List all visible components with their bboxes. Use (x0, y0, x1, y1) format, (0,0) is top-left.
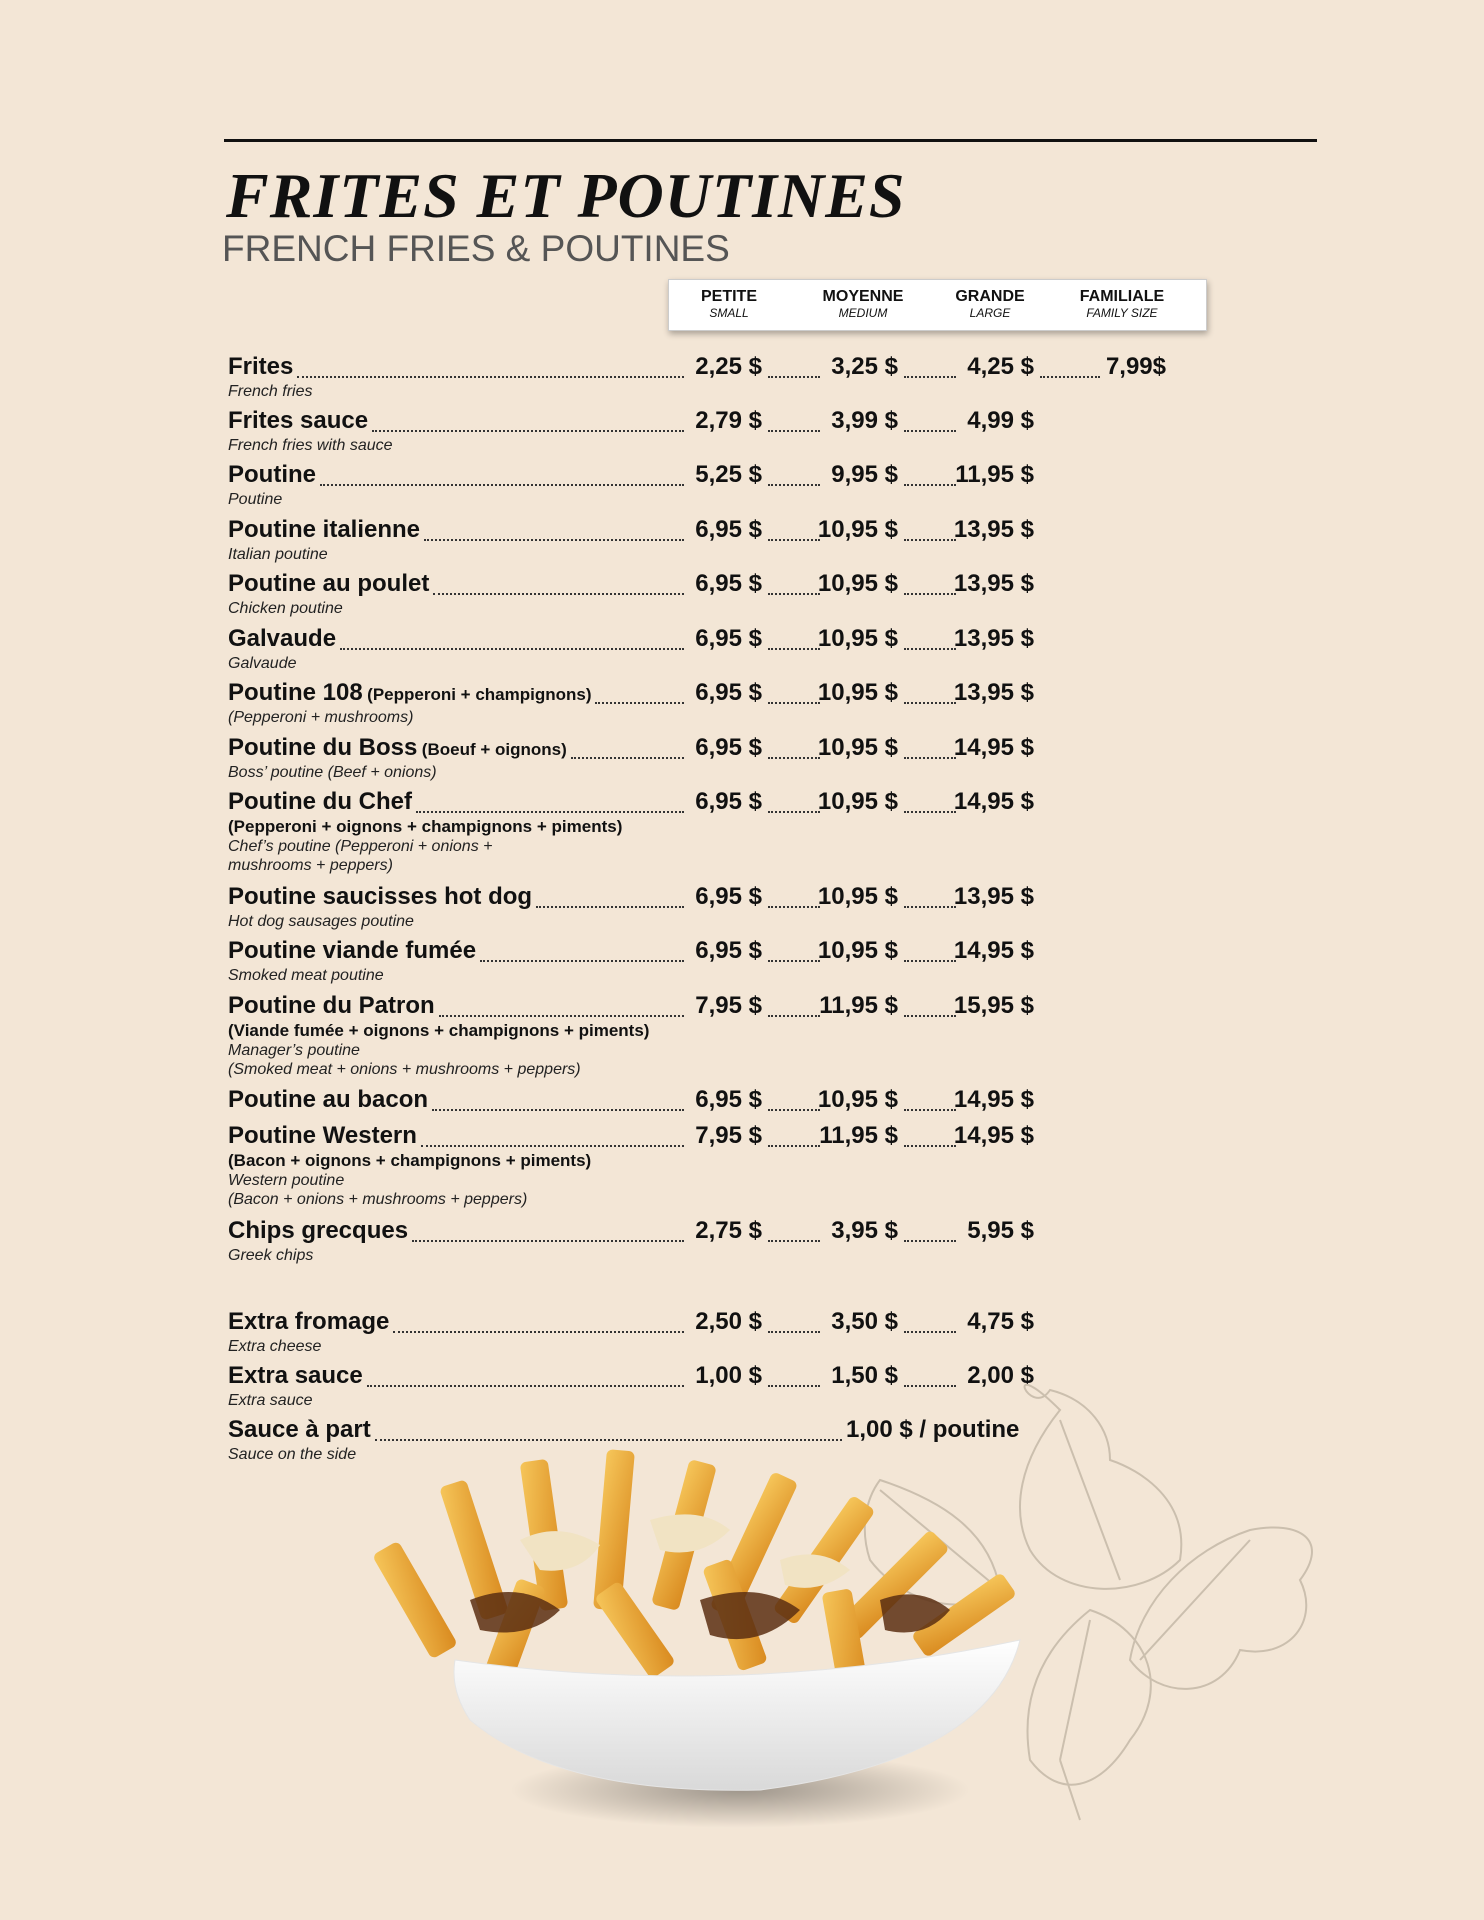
item-name: Extra sauce (228, 1362, 363, 1389)
item-name: Poutine Western (228, 1122, 417, 1149)
item-description-en: Boss’ poutine (Beef + onions) (228, 764, 437, 781)
item-description-en: Extra sauce (228, 1392, 313, 1409)
item-description-en: Poutine (228, 491, 283, 508)
item-name: Chips grecques (228, 1217, 409, 1244)
item-price: 1,00 $ (695, 1362, 762, 1389)
item-price: 6,95 $ (695, 570, 762, 597)
item-price: 3,99 $ (831, 407, 898, 434)
size-label: GRANDE (955, 288, 1025, 305)
size-label-en: FAMILY SIZE (1086, 306, 1158, 320)
item-price: 14,95 $ (953, 788, 1034, 815)
size-label-en: LARGE (969, 306, 1011, 320)
size-label-en: SMALL (709, 306, 749, 320)
item-price: 6,95 $ (695, 937, 762, 964)
item-price: 13,95 $ (953, 570, 1034, 597)
item-description-en: French fries (228, 383, 313, 400)
item-name: Poutine saucisses hot dog (228, 883, 533, 910)
item-price: 6,95 $ (695, 516, 762, 543)
size-label: PETITE (700, 288, 757, 305)
item-name-note: (Pepperoni + champignons) (367, 685, 592, 704)
fries (372, 1449, 1017, 1692)
item-price: 15,95 $ (953, 992, 1034, 1019)
page-title: FRITES ET POUTINES (226, 160, 906, 231)
item-description-en: Galvaude (228, 655, 297, 672)
item-price: 10,95 $ (817, 734, 898, 761)
item-price: 6,95 $ (695, 883, 762, 910)
item-price: 6,95 $ (695, 679, 762, 706)
item-price: 5,95 $ (967, 1217, 1034, 1244)
item-name: Poutine du Patron (228, 992, 435, 1019)
item-description-en: Smoked meat poutine (228, 967, 384, 984)
item-price: 10,95 $ (817, 570, 898, 597)
item-price: 5,25 $ (695, 461, 762, 488)
item-price: 3,50 $ (831, 1308, 898, 1335)
item-description-fr: (Viande fumée + oignons + champignons + piments) (228, 1021, 650, 1040)
item-name: Galvaude (228, 625, 337, 652)
item-price: 14,95 $ (953, 937, 1034, 964)
item-price: 3,25 $ (831, 353, 898, 380)
item-price: 10,95 $ (817, 883, 898, 910)
item-name: Poutine (228, 461, 316, 488)
item-price: 9,95 $ (831, 461, 898, 488)
page-subtitle: FRENCH FRIES & POUTINES (222, 228, 730, 269)
item-price: 13,95 $ (953, 516, 1034, 543)
item-description-en: French fries with sauce (228, 437, 393, 454)
item-description-en: Greek chips (228, 1247, 314, 1264)
item-price: 4,99 $ (967, 407, 1034, 434)
item-price: 10,95 $ (817, 679, 898, 706)
item-price: 10,95 $ (817, 937, 898, 964)
item-description-en: Hot dog sausages poutine (228, 913, 414, 930)
item-name: Poutine au poulet (228, 570, 430, 597)
size-label-en: MEDIUM (838, 306, 888, 320)
item-price: 14,95 $ (953, 734, 1034, 761)
item-description-en: Western poutine (228, 1172, 345, 1189)
item-price: 6,95 $ (695, 734, 762, 761)
item-description-en: Italian poutine (228, 546, 328, 563)
item-description-en: (Pepperoni + mushrooms) (228, 709, 414, 726)
item-price: 2,00 $ (967, 1362, 1034, 1389)
item-price-special: 1,00 $ / poutine (846, 1416, 1020, 1443)
item-price: 2,75 $ (695, 1217, 762, 1244)
item-price: 2,50 $ (695, 1308, 762, 1335)
item-name: Poutine italienne (228, 516, 421, 543)
item-price: 1,50 $ (831, 1362, 898, 1389)
item-name: Poutine du Boss (228, 734, 418, 761)
item-description-fr: (Bacon + oignons + champignons + piments) (228, 1151, 592, 1170)
item-name: Poutine au bacon (228, 1086, 429, 1113)
item-name: Frites (228, 353, 294, 380)
item-price: 7,95 $ (695, 992, 762, 1019)
item-name: Sauce à part (228, 1416, 371, 1443)
item-name-note: (Boeuf + oignons) (421, 740, 567, 759)
item-description-en: (Smoked meat + onions + mushrooms + peppers) (228, 1061, 581, 1078)
item-description-en: (Bacon + onions + mushrooms + peppers) (228, 1191, 528, 1208)
item-price: 6,95 $ (695, 788, 762, 815)
item-price: 14,95 $ (953, 1122, 1034, 1149)
item-price: 4,25 $ (967, 353, 1034, 380)
item-description-en: Chef’s poutine (Pepperoni + onions + (228, 838, 493, 855)
item-price: 10,95 $ (817, 516, 898, 543)
item-price: 4,75 $ (967, 1308, 1034, 1335)
size-label: FAMILIALE (1079, 288, 1165, 305)
size-label: MOYENNE (822, 288, 904, 305)
item-price: 6,95 $ (695, 625, 762, 652)
item-price: 11,95 $ (819, 992, 898, 1019)
item-description-en: Manager’s poutine (228, 1042, 360, 1059)
item-price: 13,95 $ (953, 679, 1034, 706)
item-price: 2,79 $ (695, 407, 762, 434)
item-name: Extra fromage (228, 1308, 390, 1335)
item-name: Poutine du Chef (228, 788, 412, 815)
item-price: 10,95 $ (817, 1086, 898, 1113)
item-description-en: mushrooms + peppers) (228, 857, 393, 874)
item-description-en: Sauce on the side (228, 1446, 357, 1463)
item-price: 2,25 $ (695, 353, 762, 380)
item-name: Poutine 108 (228, 679, 363, 706)
item-description-fr: (Pepperoni + oignons + champignons + piments) (228, 817, 623, 836)
item-price: 11,95 $ (955, 461, 1034, 488)
item-price: 14,95 $ (953, 1086, 1034, 1113)
item-price: 11,95 $ (819, 1122, 898, 1149)
item-price: 6,95 $ (695, 1086, 762, 1113)
item-price: 7,95 $ (695, 1122, 762, 1149)
item-price: 3,95 $ (831, 1217, 898, 1244)
item-description-en: Extra cheese (228, 1338, 322, 1355)
item-price: 13,95 $ (953, 625, 1034, 652)
item-description-en: Chicken poutine (228, 600, 343, 617)
item-name: Frites sauce (228, 407, 369, 434)
item-price: 10,95 $ (817, 788, 898, 815)
item-price: 7,99$ (1105, 353, 1166, 380)
item-price: 10,95 $ (817, 625, 898, 652)
item-name: Poutine viande fumée (228, 937, 477, 964)
item-price: 13,95 $ (953, 883, 1034, 910)
